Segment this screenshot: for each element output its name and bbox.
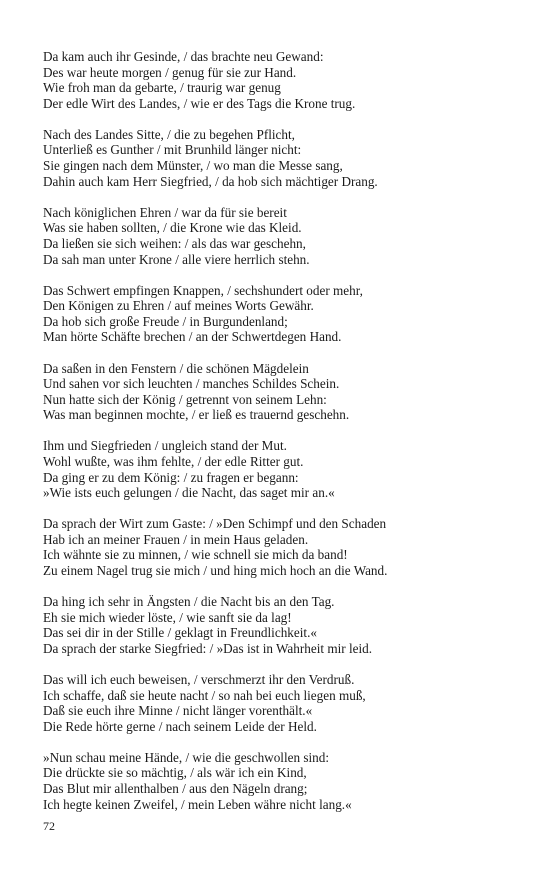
verse-line: Wie froh man da gebarte, / traurig war genug (43, 80, 281, 96)
verse-line: Sie gingen nach dem Münster, / wo man die Messe sang, (43, 158, 343, 174)
verse-line: Was sie haben sollten, / die Krone wie das Kleid. (43, 220, 302, 236)
page-number: 72 (43, 819, 55, 833)
verse-line: Ich schaffe, daß sie heute nacht / so nah bei euch liegen muß, (43, 687, 366, 703)
verse-line: Das Blut mir allenthalben / aus den Nägeln drang; (43, 781, 308, 797)
verse-line: Und sahen vor sich leuchten / manches Schildes Schein. (43, 376, 340, 392)
verse-line: Nach des Landes Sitte, / die zu begehen Pflicht, (43, 126, 295, 142)
stanza (43, 750, 523, 812)
verse-line: Da ließen sie sich weihen: / als das war geschehn, (43, 235, 306, 251)
stanza (43, 127, 523, 189)
stanza (43, 361, 523, 423)
verse-line: Nach königlichen Ehren / war da für sie bereit (43, 204, 287, 220)
verse-line: Da sprach der Wirt zum Gaste: / »Den Schimpf und den Schaden (43, 516, 387, 532)
verse-line: Eh sie mich wieder löste, / wie sanft sie da lag! (43, 609, 292, 625)
verse-line: Daß sie euch ihre Minne / nicht länger vorenthält.« (43, 703, 313, 719)
verse-line: Da ging er zu dem König: / zu fragen er begann: (43, 469, 299, 485)
verse-line: Die drückte sie so mächtig, / als wär ich ein Kind, (43, 765, 307, 781)
verse-line: »Nun schau meine Hände, / wie die geschwollen sind: (43, 749, 330, 765)
stanza-container (43, 49, 523, 812)
verse-line: Die Rede hörte gerne / nach seinem Leide der Held. (43, 718, 317, 734)
stanza (43, 205, 523, 267)
verse-line: Wohl wußte, was ihm fehlte, / der edle Ritter gut. (43, 453, 304, 469)
verse-line: Den Königen zu Ehren / auf meines Worts Gewähr. (43, 298, 314, 314)
stanza (43, 594, 523, 656)
verse-line: Da kam auch ihr Gesinde, / das brachte neu Gewand: (43, 49, 324, 64)
verse-line: Da sprach der starke Siegfried: / »Das ist in Wahrheit mir leid. (43, 640, 373, 656)
book-page-text (43, 49, 523, 828)
verse-line: Das will ich euch beweisen, / verschmerzt ihr den Verdruß. (43, 672, 355, 687)
verse-line: Ich hegte keinen Zweifel, / mein Leben währe nicht lang.« (43, 796, 352, 812)
verse-line: Der edle Wirt des Landes, / wie er des Tags die Krone trug. (43, 95, 356, 111)
verse-line: Da hing ich sehr in Ängsten / die Nacht bis an den Tag. (43, 594, 335, 610)
verse-line: Das Schwert empfingen Knappen, / sechshundert oder mehr, (43, 282, 363, 298)
stanza (43, 438, 523, 500)
verse-line: Unterließ es Gunther / mit Brunhild länger nicht: (43, 142, 302, 158)
verse-line: Das sei dir in der Stille / geklagt in Freundlichkeit.« (43, 625, 317, 641)
verse-line: Man hörte Schäfte brechen / an der Schwertdegen Hand. (43, 329, 342, 345)
stanza (43, 672, 523, 734)
verse-line: Ihm und Siegfrieden / ungleich stand der Mut. (43, 438, 287, 454)
verse-line: »Wie ists euch gelungen / die Nacht, das saget mir an.« (43, 485, 335, 501)
stanza (43, 516, 523, 578)
verse-line: Zu einem Nagel trug sie mich / und hing mich hoch an die Wand. (43, 563, 388, 579)
verse-line: Was man beginnen mochte, / er ließ es trauernd geschehn. (43, 407, 350, 423)
verse-line: Hab ich an meiner Frauen / in mein Haus geladen. (43, 531, 309, 547)
verse-line: Des war heute morgen / genug für sie zur Hand. (43, 64, 297, 80)
stanza (43, 49, 523, 111)
verse-line: Ich wähnte sie zu minnen, / wie schnell sie mich da band! (43, 547, 348, 563)
verse-line: Dahin auch kam Herr Siegfried, / da hob sich mächtiger Drang. (43, 173, 378, 189)
verse-line: Da hob sich große Freude / in Burgundenland; (43, 313, 288, 329)
verse-line: Da saßen in den Fenstern / die schönen Mägdelein (43, 360, 309, 376)
stanza (43, 283, 523, 345)
verse-line: Da sah man unter Krone / alle viere herrlich stehn. (43, 251, 310, 267)
verse-line: Nun hatte sich der König / getrennt von seinem Lehn: (43, 391, 327, 407)
